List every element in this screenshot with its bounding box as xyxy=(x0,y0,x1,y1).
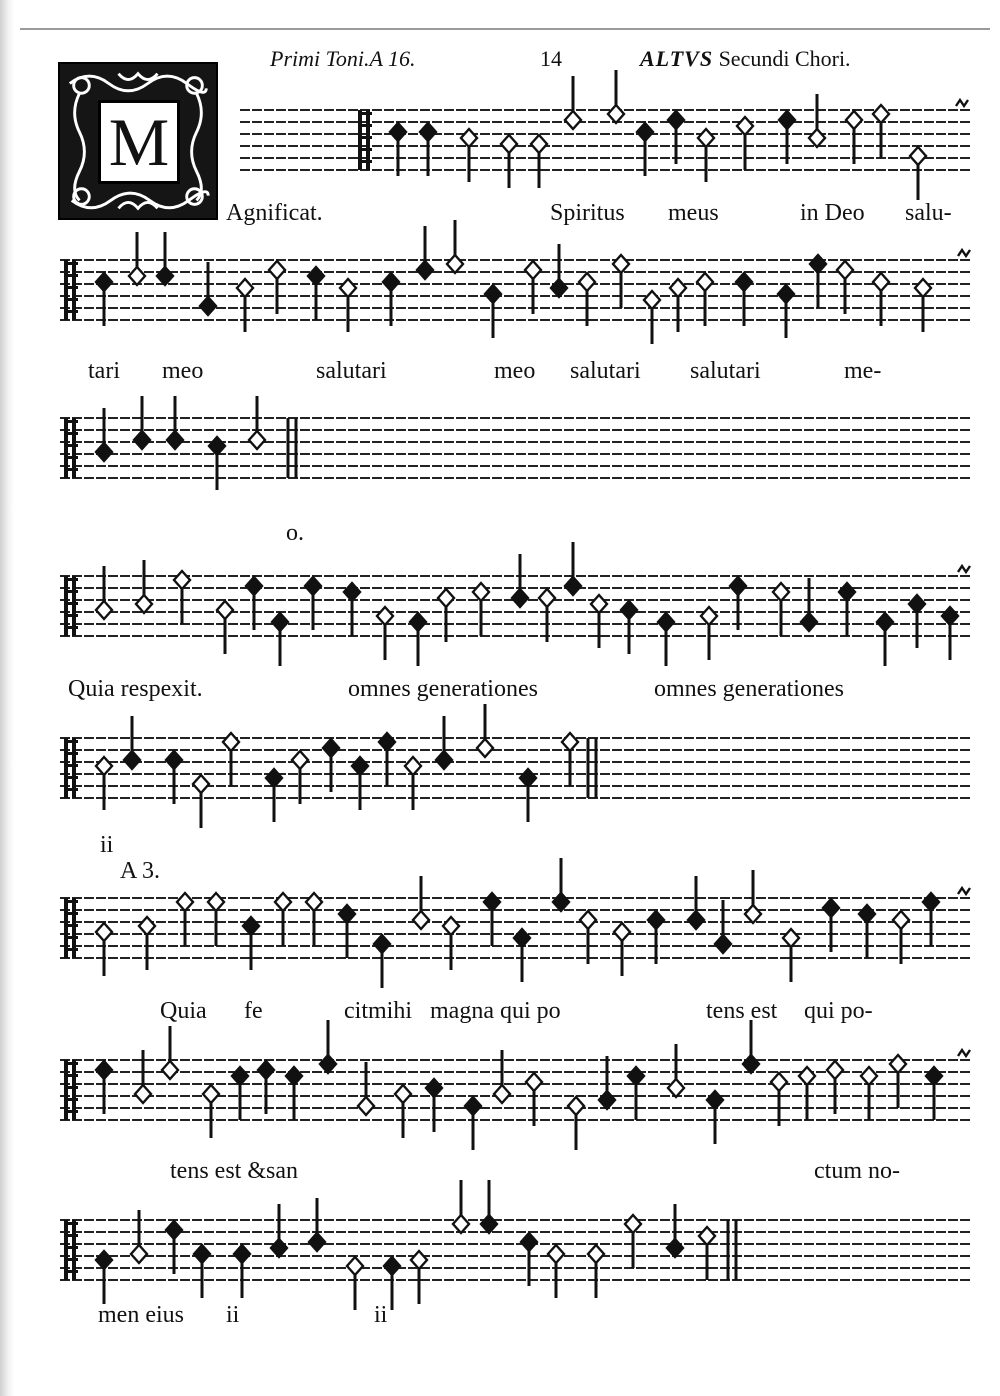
note-head xyxy=(377,607,393,625)
note-head xyxy=(810,255,826,273)
clef-rung xyxy=(64,578,78,581)
note-head xyxy=(520,769,536,787)
note-head xyxy=(208,893,224,911)
lyric-word: meo xyxy=(162,358,204,384)
lyric-word: salutari xyxy=(316,358,387,384)
note-head xyxy=(417,261,433,279)
note-head xyxy=(217,601,233,619)
clef-rung xyxy=(64,274,78,277)
note-head xyxy=(688,911,704,929)
clef-rung xyxy=(64,590,78,593)
note-head xyxy=(591,595,607,613)
note-head xyxy=(599,1091,615,1109)
lyric-word: tens est xyxy=(706,998,778,1024)
note-head xyxy=(562,733,578,751)
note-head xyxy=(827,1061,843,1079)
lyric-word: salu- xyxy=(905,200,952,226)
note-head xyxy=(340,279,356,297)
note-head xyxy=(135,1085,151,1103)
clef-rung xyxy=(64,602,78,605)
clef-rung xyxy=(64,286,78,289)
note-head xyxy=(96,1061,112,1079)
note-head xyxy=(339,905,355,923)
note-head xyxy=(96,757,112,775)
note-head xyxy=(548,1245,564,1263)
note-head xyxy=(166,751,182,769)
note-head xyxy=(193,775,209,793)
note-head xyxy=(223,733,239,751)
note-head xyxy=(568,1097,584,1115)
note-head xyxy=(272,613,288,631)
note-head xyxy=(177,893,193,911)
clef-rung xyxy=(64,420,78,423)
note-head xyxy=(521,1233,537,1251)
note-head xyxy=(621,601,637,619)
note-head xyxy=(203,1085,219,1103)
lyric-word: salutari xyxy=(690,358,761,384)
note-head xyxy=(823,899,839,917)
staff-3 xyxy=(60,404,972,500)
note-head xyxy=(698,129,714,147)
note-head xyxy=(525,261,541,279)
note-head xyxy=(167,431,183,449)
note-head xyxy=(743,1055,759,1073)
note-head xyxy=(374,935,390,953)
note-head xyxy=(162,1061,178,1079)
staff-6-notation xyxy=(60,884,972,980)
staff-6 xyxy=(60,884,972,980)
note-head xyxy=(234,1245,250,1263)
custos-icon xyxy=(958,250,970,256)
lyric-word: magna qui po xyxy=(430,998,561,1024)
note-head xyxy=(96,601,112,619)
clef-rung xyxy=(64,1246,78,1249)
note-head xyxy=(551,279,567,297)
staff-3-notation xyxy=(60,404,972,500)
clef-rung xyxy=(64,948,78,951)
note-head xyxy=(553,893,569,911)
note-head xyxy=(873,273,889,291)
note-head xyxy=(139,917,155,935)
ornamental-initial-icon xyxy=(58,62,218,220)
clef-rung xyxy=(64,1270,78,1273)
note-head xyxy=(565,111,581,129)
page-edge xyxy=(0,0,14,1396)
lyric-word: fe xyxy=(244,998,263,1024)
note-head xyxy=(309,1233,325,1251)
lyric-word: citmihi xyxy=(344,998,412,1024)
note-head xyxy=(637,123,653,141)
note-head xyxy=(730,577,746,595)
part-name: ALTVS xyxy=(640,46,714,71)
clef-rung xyxy=(64,900,78,903)
note-head xyxy=(915,279,931,297)
staff-4 xyxy=(60,562,972,658)
note-head xyxy=(779,111,795,129)
note-head xyxy=(809,129,825,147)
clef-rung xyxy=(64,468,78,471)
staff-5 xyxy=(60,724,972,820)
lyric-word: omnes generationes xyxy=(348,676,538,702)
c-clef-icon xyxy=(64,738,78,798)
clef-rung xyxy=(64,752,78,755)
lyric-word: Quia xyxy=(160,998,207,1024)
note-head xyxy=(405,757,421,775)
note-head xyxy=(837,261,853,279)
staff-8 xyxy=(60,1206,972,1302)
choir-label: Secundi Chori. xyxy=(718,46,851,71)
note-head xyxy=(305,577,321,595)
c-clef-icon xyxy=(64,260,78,320)
note-head xyxy=(588,1245,604,1263)
note-head xyxy=(390,123,406,141)
note-head xyxy=(873,105,889,123)
note-head xyxy=(243,917,259,935)
note-head xyxy=(801,613,817,631)
note-head xyxy=(174,571,190,589)
note-head xyxy=(614,923,630,941)
initial-letter: M xyxy=(108,104,170,180)
note-head xyxy=(266,769,282,787)
note-head xyxy=(395,1085,411,1103)
lyric-word: Spiritus xyxy=(550,200,625,226)
note-head xyxy=(923,893,939,911)
note-head xyxy=(771,1073,787,1091)
note-head xyxy=(861,1067,877,1085)
clef-rung xyxy=(64,1222,78,1225)
note-head xyxy=(668,1079,684,1097)
note-head xyxy=(136,595,152,613)
note-head xyxy=(320,1055,336,1073)
note-head xyxy=(379,733,395,751)
note-head xyxy=(134,431,150,449)
c-clef-icon xyxy=(358,110,372,170)
note-head xyxy=(447,255,463,273)
note-head xyxy=(96,1251,112,1269)
lyric-word: tens est &san xyxy=(170,1158,298,1184)
note-head xyxy=(526,1073,542,1091)
note-head xyxy=(667,1239,683,1257)
custos-icon xyxy=(956,100,968,106)
note-head xyxy=(859,905,875,923)
staff-1-notation xyxy=(240,96,970,192)
note-head xyxy=(625,1215,641,1233)
note-head xyxy=(494,1085,510,1103)
note-head xyxy=(773,583,789,601)
clef-rung xyxy=(64,788,78,791)
note-head xyxy=(707,1091,723,1109)
note-head xyxy=(344,583,360,601)
note-head xyxy=(237,279,253,297)
note-head xyxy=(926,1067,942,1085)
lyric-word: Agnificat. xyxy=(226,200,323,226)
note-head xyxy=(308,267,324,285)
note-head xyxy=(539,589,555,607)
clef-rung xyxy=(64,776,78,779)
note-head xyxy=(737,117,753,135)
note-head xyxy=(200,297,216,315)
note-head xyxy=(124,751,140,769)
note-head xyxy=(275,893,291,911)
note-head xyxy=(194,1245,210,1263)
note-head xyxy=(96,923,112,941)
note-head xyxy=(352,757,368,775)
c-clef-icon xyxy=(64,898,78,958)
staff-7 xyxy=(60,1046,972,1142)
clef-rung xyxy=(64,614,78,617)
note-head xyxy=(909,595,925,613)
note-head xyxy=(531,135,547,153)
note-head xyxy=(565,577,581,595)
note-head xyxy=(736,273,752,291)
clef-rung xyxy=(64,1098,78,1101)
tone-heading: Primi Toni.A 16. xyxy=(270,46,416,71)
note-head xyxy=(658,613,674,631)
note-head xyxy=(890,1055,906,1073)
note-head xyxy=(131,1245,147,1263)
note-head xyxy=(384,1257,400,1275)
clef-rung xyxy=(64,626,78,629)
custos-icon xyxy=(958,566,970,572)
clef-rung xyxy=(358,148,372,151)
note-head xyxy=(485,285,501,303)
note-head xyxy=(783,929,799,947)
note-head xyxy=(358,1097,374,1115)
lyric-word: o. xyxy=(286,520,304,546)
lyric-word: in Deo xyxy=(800,200,865,226)
note-head xyxy=(668,111,684,129)
page-number: 14 xyxy=(540,46,562,71)
clef-rung xyxy=(64,1074,78,1077)
note-head xyxy=(292,751,308,769)
note-head xyxy=(715,935,731,953)
note-head xyxy=(670,279,686,297)
note-head xyxy=(514,929,530,947)
clef-rung xyxy=(64,1086,78,1089)
lyric-word: meo xyxy=(494,358,536,384)
lyric-word: me- xyxy=(844,358,882,384)
clef-rung xyxy=(64,912,78,915)
note-head xyxy=(579,273,595,291)
lyric-word: ii xyxy=(100,832,114,858)
note-head xyxy=(501,135,517,153)
clef-rung xyxy=(64,298,78,301)
note-head xyxy=(420,123,436,141)
note-head xyxy=(465,1097,481,1115)
staff-5-notation xyxy=(60,724,972,820)
note-head xyxy=(477,739,493,757)
note-head xyxy=(484,893,500,911)
lyric-word: Quia respexit. xyxy=(68,676,203,702)
note-head xyxy=(910,147,926,165)
note-head xyxy=(166,1221,182,1239)
note-head xyxy=(481,1215,497,1233)
note-head xyxy=(699,1227,715,1245)
clef-rung xyxy=(358,136,372,139)
lyric-word: ii xyxy=(374,1302,388,1328)
note-head xyxy=(232,1067,248,1085)
lyric-word: ii xyxy=(226,1302,240,1328)
clef-rung xyxy=(64,1110,78,1113)
staff-1 xyxy=(240,96,970,192)
note-head xyxy=(249,431,265,449)
lyric-word: tari xyxy=(88,358,120,384)
note-head xyxy=(426,1079,442,1097)
lyric-word: omnes generationes xyxy=(654,676,844,702)
note-head xyxy=(157,267,173,285)
note-head xyxy=(410,613,426,631)
clef-rung xyxy=(64,1234,78,1237)
note-head xyxy=(648,911,664,929)
clef-rung xyxy=(64,936,78,939)
note-head xyxy=(246,577,262,595)
staff-7-notation xyxy=(60,1046,972,1142)
c-clef-icon xyxy=(64,418,78,478)
note-head xyxy=(443,917,459,935)
clef-rung xyxy=(64,262,78,265)
note-head xyxy=(209,437,225,455)
note-head xyxy=(877,613,893,631)
note-head xyxy=(436,751,452,769)
lyric-word: men eius xyxy=(98,1302,184,1328)
note-head xyxy=(628,1067,644,1085)
lyric-word: ctum no- xyxy=(814,1158,900,1184)
note-head xyxy=(96,443,112,461)
note-head xyxy=(839,583,855,601)
note-head xyxy=(745,905,761,923)
clef-rung xyxy=(64,1258,78,1261)
lyric-word: salutari xyxy=(570,358,641,384)
note-head xyxy=(778,285,794,303)
note-head xyxy=(306,893,322,911)
note-head xyxy=(846,111,862,129)
lyric-word: qui po- xyxy=(804,998,873,1024)
note-head xyxy=(473,583,489,601)
clef-rung xyxy=(64,432,78,435)
clef-rung xyxy=(358,112,372,115)
note-head xyxy=(438,589,454,607)
c-clef-icon xyxy=(64,576,78,636)
clef-rung xyxy=(64,456,78,459)
top-rule xyxy=(20,28,990,30)
note-head xyxy=(129,267,145,285)
note-head xyxy=(512,589,528,607)
note-head xyxy=(383,273,399,291)
staff-4-notation xyxy=(60,562,972,658)
clef-rung xyxy=(64,310,78,313)
staff-8-notation xyxy=(60,1206,972,1302)
clef-rung xyxy=(358,160,372,163)
note-head xyxy=(701,607,717,625)
staff-2 xyxy=(60,246,972,342)
clef-rung xyxy=(64,1062,78,1065)
note-head xyxy=(644,291,660,309)
lyric-word: meus xyxy=(668,200,719,226)
clef-rung xyxy=(64,764,78,767)
note-head xyxy=(697,273,713,291)
note-head xyxy=(323,739,339,757)
initial-letter-box xyxy=(98,100,180,184)
note-head xyxy=(608,105,624,123)
note-head xyxy=(613,255,629,273)
note-head xyxy=(347,1257,363,1275)
clef-rung xyxy=(64,740,78,743)
note-head xyxy=(411,1251,427,1269)
clef-rung xyxy=(64,924,78,927)
c-clef-icon xyxy=(64,1060,78,1120)
note-head xyxy=(453,1215,469,1233)
clef-rung xyxy=(64,444,78,447)
part-count-marking: A 3. xyxy=(120,858,161,884)
custos-icon xyxy=(958,1050,970,1056)
c-clef-icon xyxy=(64,1220,78,1280)
note-head xyxy=(269,261,285,279)
note-head xyxy=(580,911,596,929)
note-head xyxy=(271,1239,287,1257)
note-head xyxy=(286,1067,302,1085)
custos-icon xyxy=(958,888,970,894)
note-head xyxy=(413,911,429,929)
note-head xyxy=(96,273,112,291)
note-head xyxy=(461,129,477,147)
clef-rung xyxy=(358,124,372,127)
note-head xyxy=(942,607,958,625)
part-heading xyxy=(640,46,851,76)
note-head xyxy=(799,1067,815,1085)
note-head xyxy=(893,911,909,929)
staff-2-notation xyxy=(60,246,972,342)
note-head xyxy=(258,1061,274,1079)
